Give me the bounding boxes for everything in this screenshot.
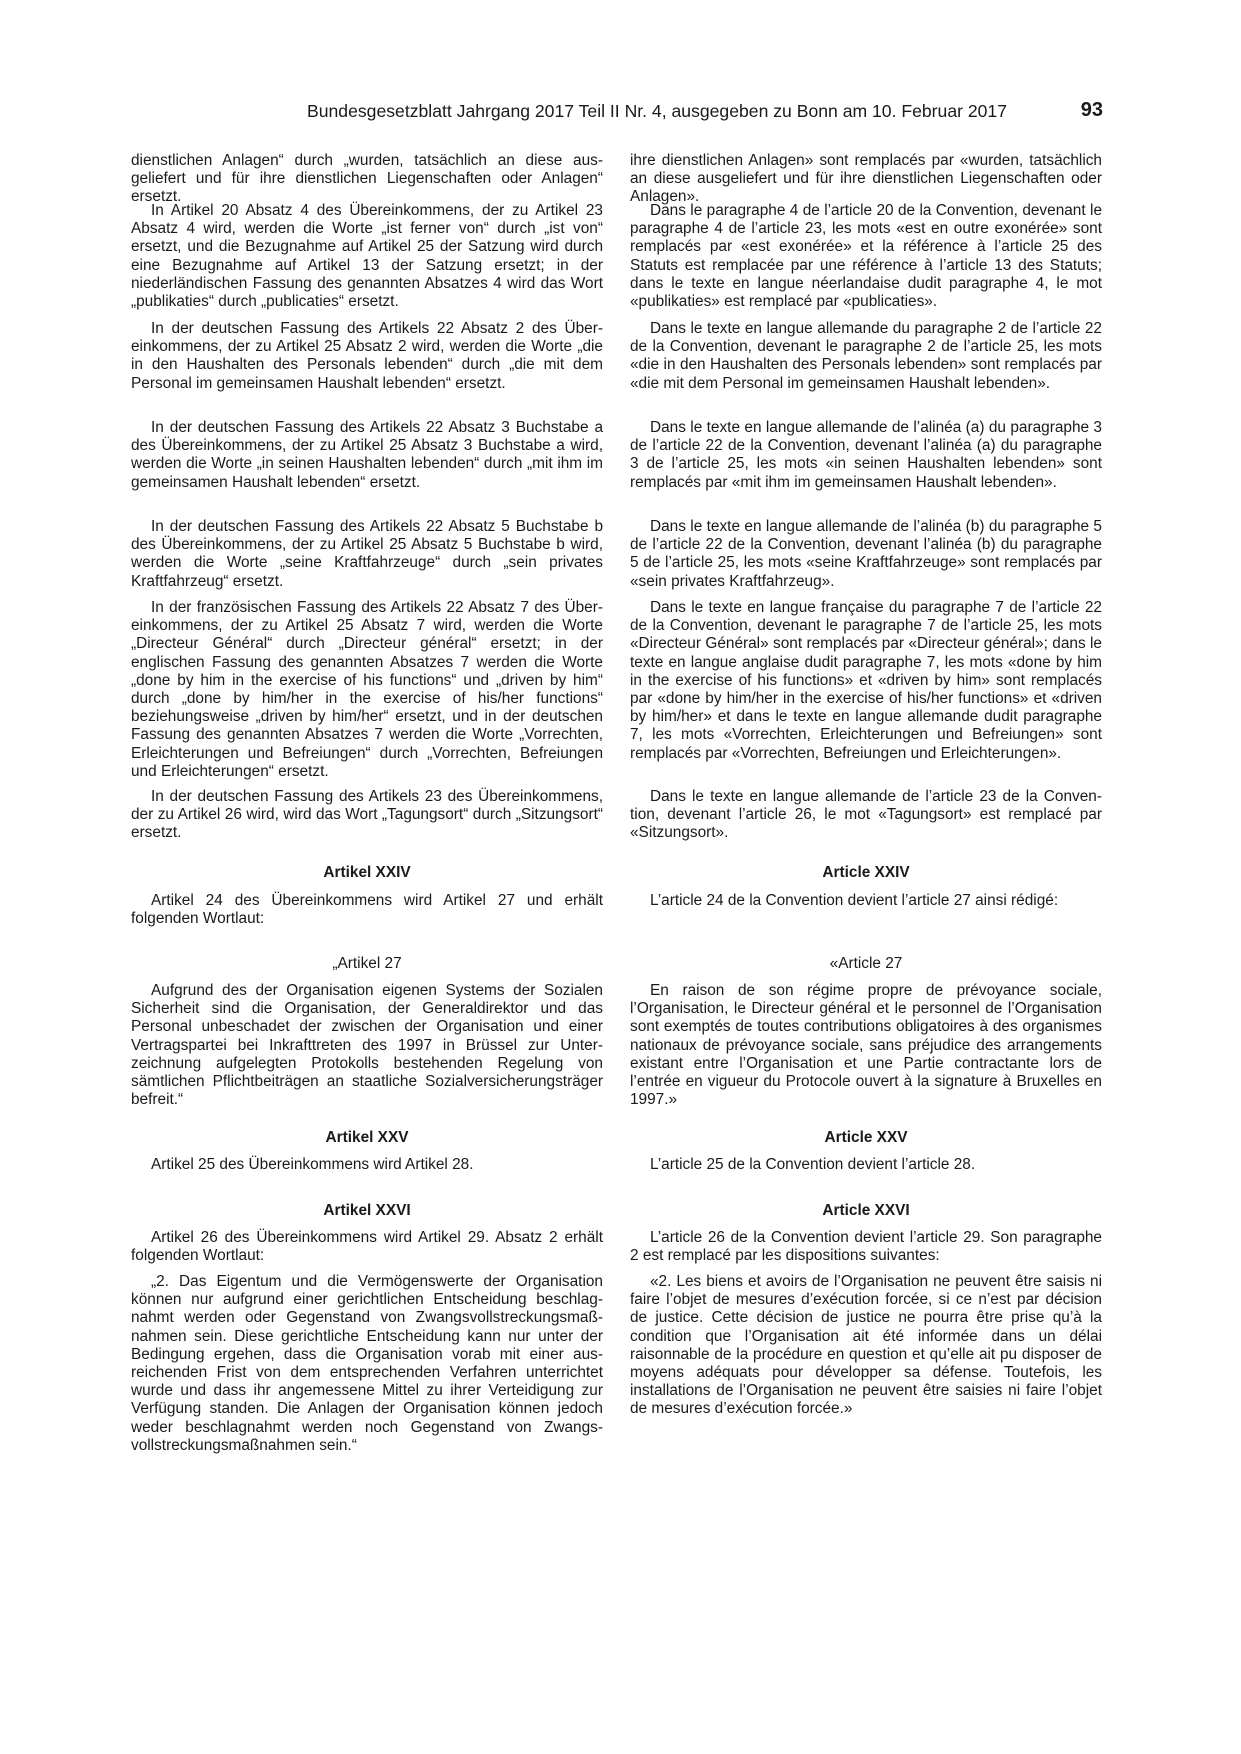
fr-paragraph-4: Dans le texte en langue allemande de l’alinéa (a) du paragraphe 3 de l’article 22 de la Convention, devenant l’alinéa (a) du paragraphe 3 de l’article 25, les mots «in seinen Haushalten lebenden» sont remplacés par «mit ihm im gemeinsamen Haushalt lebenden».	[630, 419, 1102, 491]
page-number: 93	[1080, 99, 1103, 121]
de-paragraph-4: In der deutschen Fassung des Artikels 22 Absatz 3 Buchstabe a des Übereinkommens, der zu Artikel 25 Absatz 3 Buchstabe a wird, werden die Worte „in seinen Haushalten lebenden“ durch „mit ihm im gemeinsamen Haushalt lebenden“ ersetzt.	[131, 419, 603, 491]
de-paragraph-3: In der deutschen Fassung des Artikels 22 Absatz 2 des Übereinkommens, der zu Artikel 25 Absatz 2 wird, werden die Worte „die in den Haushalten des Personals lebenden“ durch „die mit dem Personal im gemeinsamen Haushalt lebenden“ ersetzt.	[131, 320, 603, 392]
fr-heading-article-xxvi: Article XXVI	[822, 1202, 910, 1219]
de-paragraph-8: Artikel 24 des Übereinkommens wird Artikel 27 und erhält folgenden Wortlaut:	[131, 892, 603, 928]
de-paragraph-7: In der deutschen Fassung des Artikels 23 des Übereinkommens, der zu Artikel 26 wird, wird das Wort „Tagungsort“ durch „Sitzungsort“ ersetzt.	[131, 788, 603, 842]
fr-paragraph-12: «2. Les biens et avoirs de l’Organisation ne peuvent être saisis ni faire l’objet de mesures d’exécution forcée, si ce n’est par décision de justice. Cette décision de justice ne pourra être prise qu’à la condition que l’Organisation ait été informée dans un délai raisonnable de la procédure en question et qu’elle ait pu disposer de moyens adéquats pour développer sa défense. Toutefois, les installations de l’Organisation ne peuvent être saisies ni faire l’objet de mesures d’exécution forcée.»	[630, 1273, 1102, 1418]
fr-paragraph-9: En raison de son régime propre de prévoyance sociale, l’Organisation, le Directeur général et le personnel de l’Organisation sont exemptés de toutes contributions obligatoires à des organismes nationaux de prévoyance sociale, sans préjudice des arrangements existant entre l’Organisation et une Partie contractante lors de l’entrée en vigueur du Protocole ouvert à la signature à Bruxelles en 1997.»	[630, 982, 1102, 1109]
fr-paragraph-5: Dans le texte en langue allemande de l’alinéa (b) du paragraphe 5 de l’article 22 de la Convention, devenant l’alinéa (b) du paragraphe 5 de l’article 25, les mots «seine Kraftfahrzeuge» sont remplacés par «sein privates Kraftfahrzeug».	[630, 518, 1102, 590]
de-heading-artikel-xxvi: Artikel XXVI	[323, 1202, 411, 1219]
de-paragraph-1: dienstlichen Anlagen“ durch „wurden, tatsächlich an diese ausgeliefert und für ihre dienstlichen Liegenschaften oder Anlagen“ ersetzt.	[131, 152, 603, 206]
de-paragraph-11: Artikel 26 des Übereinkommens wird Artikel 29. Absatz 2 erhält folgenden Wortlaut:	[131, 1229, 603, 1265]
de-paragraph-12: „2. Das Eigentum und die Vermögenswerte der Organisation können nur aufgrund einer gerichtlichen Entscheidung beschlagnahmt werden oder Gegenstand von Zwangsvollstreckungsmaßnahmen sein. Diese gerichtliche Entscheidung kann nur unter der Bedingung ergehen, dass die Organisation vorab mit einer ausreichenden Frist von dem entsprechenden Verfahren unterrichtet wurde und dass ihr angemessene Mittel zu ihrer Verteidigung zur Verfügung standen. Die Anlagen der Organisation können jedoch weder beschlagnahmt werden noch Gegenstand von Zwangsvollstreckungsmaßnahmen sein.“	[131, 1273, 603, 1454]
fr-paragraph-3: Dans le texte en langue allemande du paragraphe 2 de l’article 22 de la Convention, devenant le paragraphe 2 de l’article 25, les mots «die in den Haushalten des Personals lebenden» sont remplacés par «die mit dem Personal im gemeinsamen Haushalt lebenden».	[630, 320, 1102, 392]
fr-paragraph-10: L’article 25 de la Convention devient l’article 28.	[650, 1156, 976, 1173]
de-paragraph-5: In der deutschen Fassung des Artikels 22 Absatz 5 Buchstabe b des Übereinkommens, der zu Artikel 25 Absatz 5 Buchstabe b wird, werden die Worte „seine Kraftfahrzeuge“ durch „sein privates Kraftfahrzeug“ ersetzt.	[131, 518, 603, 590]
de-heading-artikel-xxv: Artikel XXV	[325, 1129, 409, 1146]
fr-paragraph-7: Dans le texte en langue allemande de l’article 23 de la Convention, devenant l’article 26, le mot «Tagungsort» est remplacé par «Sitzungsort».	[630, 788, 1102, 842]
fr-paragraph-6: Dans le texte en langue française du paragraphe 7 de l’article 22 de la Convention, devenant le paragraphe 7 de l’article 25, les mots «Directeur Général» sont remplacés par «Directeur général»; dans le texte en langue anglaise dudit paragraphe 7, les mots «done by him in the exercise of his functions» et «driven by him» sont remplacés par «done by him/her in the exercise of his/her functions» et «driven by him/her» et dans le texte en langue allemande dudit paragraphe 7, les mots «Vorrechten, Erleichterungen und Befreiungen» sont remplacés par «Vorrechten, Befreiungen und Erleichterungen».	[630, 599, 1102, 762]
de-heading-artikel-27: „Artikel 27	[332, 955, 402, 972]
fr-heading-article-27: «Article 27	[829, 955, 903, 972]
page-header	[131, 99, 1103, 125]
de-paragraph-9: Aufgrund des der Organisation eigenen Systems der Sozialen Sicherheit sind die Organisation, der Generaldirektor und das Personal unbeschadet der zwischen der Organisation und einer Vertragspartei bei Inkrafttreten des 1997 in Brüssel zur Unterzeichnung aufgelegten Protokolls bestehenden Regelung von sämtlichen Pflichtbeiträgen an staatliche Sozialversicherungsträger befreit.“	[131, 982, 603, 1109]
fr-paragraph-8: L’article 24 de la Convention devient l’article 27 ainsi rédigé:	[650, 892, 1059, 909]
de-paragraph-2: In Artikel 20 Absatz 4 des Übereinkommens, der zu Artikel 23 Absatz 4 wird, werden die Worte „ist ferner von“ durch „ist von“ ersetzt, und die Bezugnahme auf Artikel 25 der Satzung wird durch eine Bezugnahme auf Artikel 13 der Satzung ersetzt; in der niederländischen Fassung des genannten Absatzes 4 wird das Wort „publikaties“ durch „publicaties“ ersetzt.	[131, 202, 603, 311]
fr-heading-article-xxv: Article XXV	[824, 1129, 908, 1146]
header-title: Bundesgesetzblatt Jahrgang 2017 Teil II Nr. 4, ausgegeben zu Bonn am 10. Februar 2017	[307, 101, 1007, 121]
de-paragraph-6: In der französischen Fassung des Artikels 22 Absatz 7 des Übereinkommens, der zu Artikel 25 Absatz 7 wird, werden die Worte „Directeur Général“ durch „Directeur général“ ersetzt; in der englischen Fassung des genannten Absatzes 7 werden die Worte „done by him in the exercise of his functions“ und „driven by him“ durch „done by him/her in the exercise of his/her functions“ beziehungsweise „driven by him/her“ ersetzt, und in der deutschen Fassung des genannten Absatzes 7 werden die Worte „Vorrechten, Erleichterungen und Befreiungen“ durch „Vorrechten, Befreiungen und Erleichterungen“ ersetzt.	[131, 599, 603, 780]
fr-paragraph-11: L’article 26 de la Convention devient l’article 29. Son paragraphe 2 est remplacé par les dispositions suivantes:	[630, 1229, 1102, 1265]
fr-paragraph-1: ihre dienstlichen Anlagen» sont remplacés par «wurden, tatsächlich an diese ausgeliefert und für ihre dienstlichen Liegenschaften oder Anlagen».	[630, 152, 1102, 206]
de-paragraph-10: Artikel 25 des Übereinkommens wird Artikel 28.	[151, 1156, 474, 1173]
fr-heading-article-xxiv: Article XXIV	[822, 864, 910, 881]
fr-paragraph-2: Dans le paragraphe 4 de l’article 20 de la Convention, devenant le paragraphe 4 de l’article 23, les mots «est en outre exonérée» sont remplacés par «est exonérée» et la référence à l’article 25 des Statuts est remplacée par une référence à l’article 13 des Statuts; dans le texte en langue néerlandaise dudit paragraphe 4, le mot «publikaties» est remplacé par «publicaties».	[630, 202, 1102, 311]
de-heading-artikel-xxiv: Artikel XXIV	[323, 864, 411, 881]
